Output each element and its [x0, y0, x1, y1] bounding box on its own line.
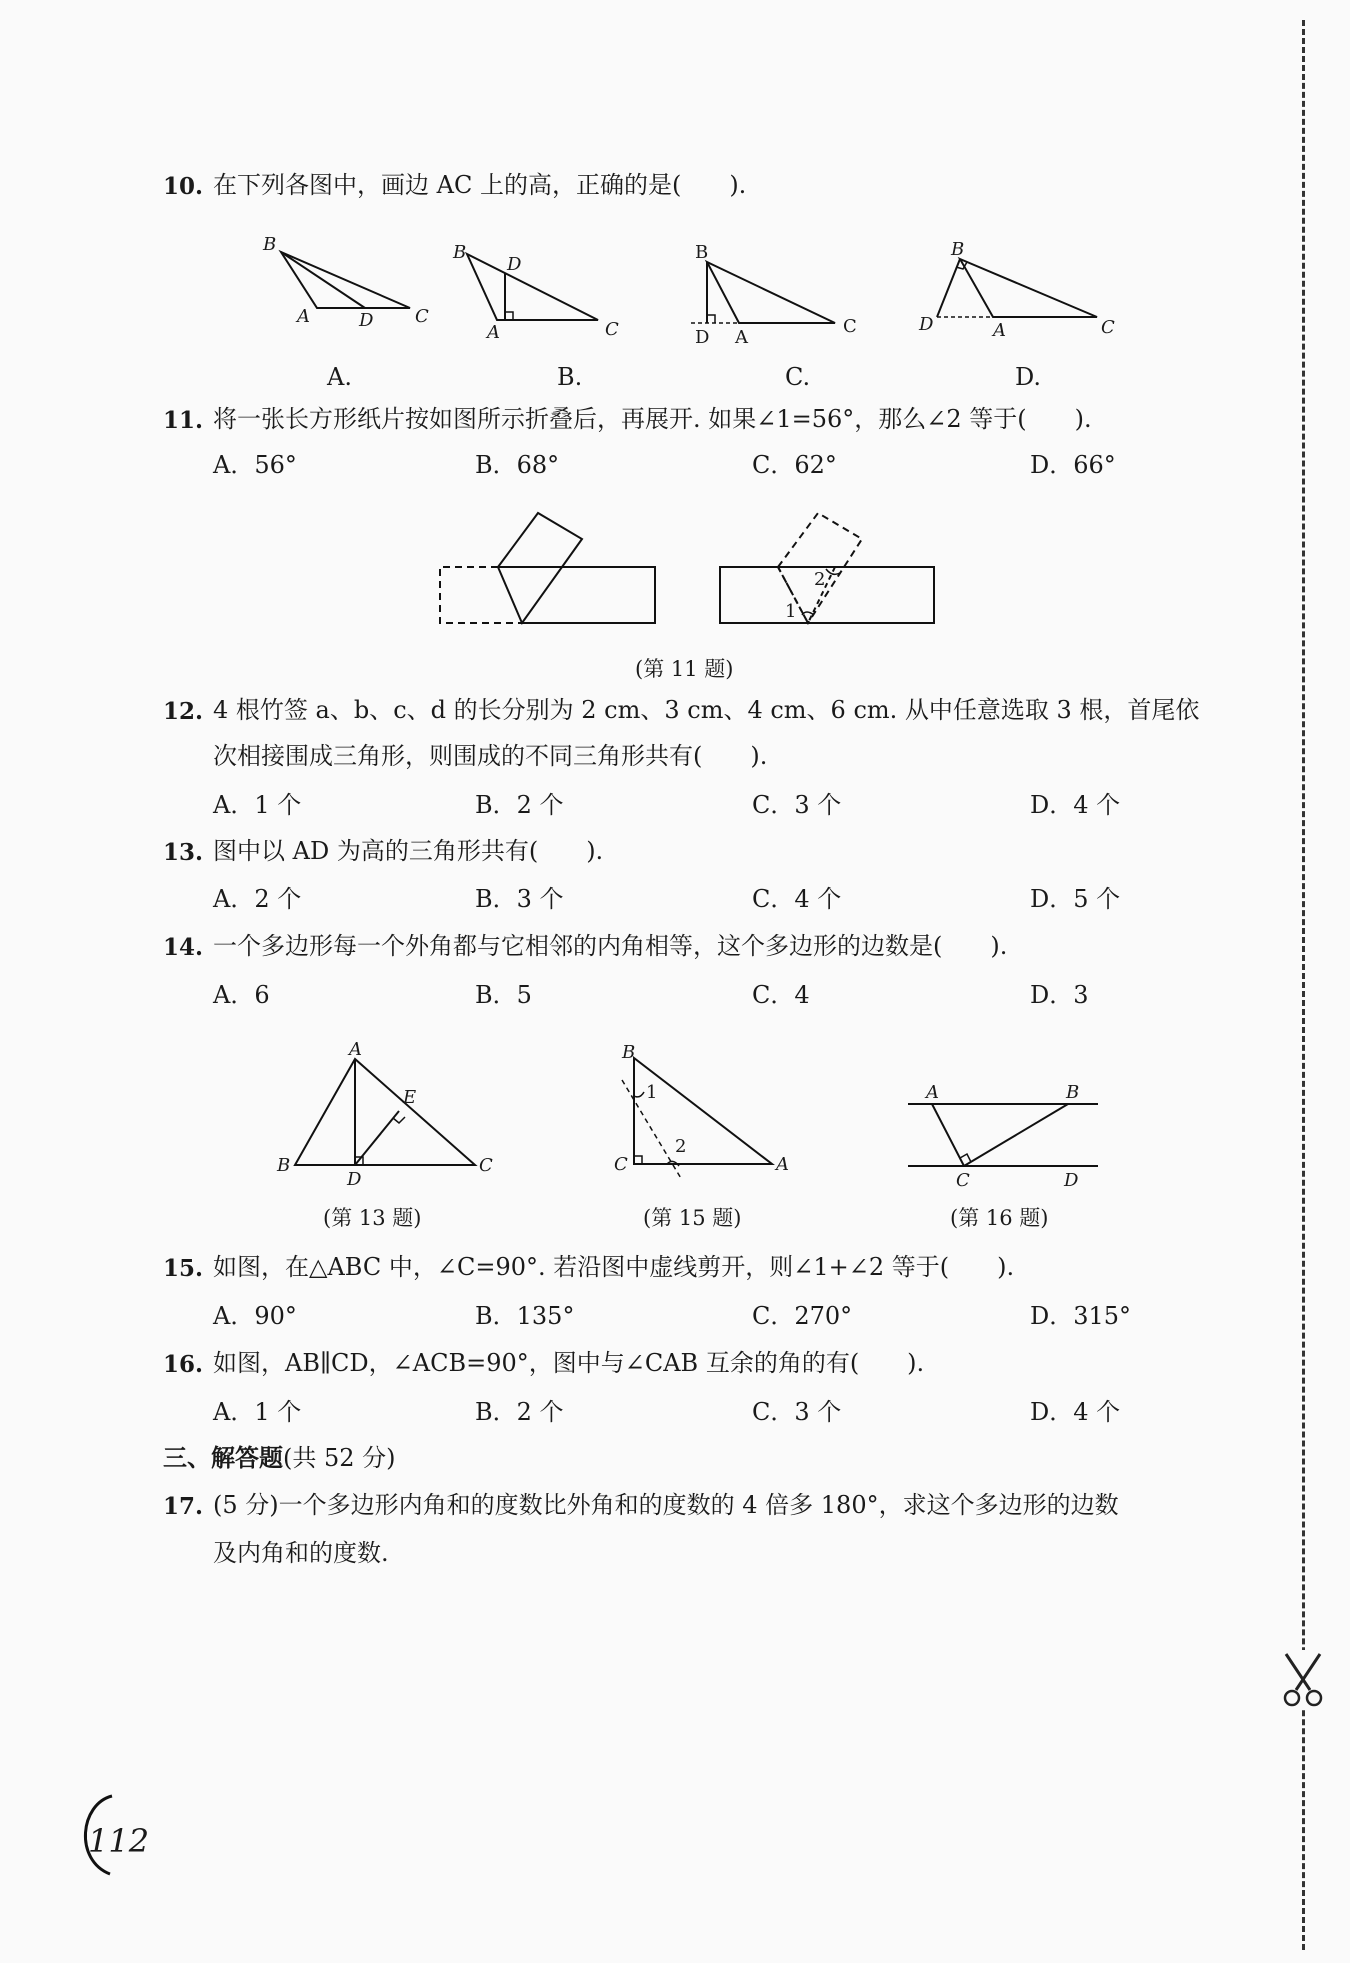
vertex-label: B	[453, 242, 467, 263]
option-b: B．68°	[475, 451, 560, 479]
option-b: B．2 个	[475, 1398, 564, 1426]
q10-figure-d	[915, 235, 1125, 345]
vertex-label: E	[403, 1087, 417, 1108]
vertex-label: B	[1066, 1082, 1080, 1103]
vertex-label: B	[263, 234, 277, 255]
vertex-label: D	[1064, 1170, 1079, 1191]
question-number: 17.	[163, 1493, 204, 1520]
question-stem: 在下列各图中，画边 AC 上的高，正确的是( ).	[213, 171, 747, 199]
option-d: D．66°	[1030, 451, 1116, 479]
section-title: 三、解答题	[163, 1443, 283, 1472]
q10-figure-b	[445, 240, 635, 343]
figure-caption: (第 13 题)	[323, 1206, 422, 1230]
question-number: 10.	[163, 173, 204, 200]
section-note: (共 52 分)	[283, 1444, 396, 1472]
option-d: D．315°	[1030, 1302, 1132, 1330]
vertex-label: A	[297, 306, 310, 327]
vertex-label: B	[695, 242, 709, 263]
question-stem: 如图，在△ABC 中，∠C=90°. 若沿图中虚线剪开，则∠1+∠2 等于( ).	[213, 1253, 1015, 1281]
figure-16	[900, 1080, 1110, 1190]
angle-label: 2	[814, 569, 826, 590]
vertex-label: C	[415, 306, 429, 327]
option-b: B．3 个	[475, 885, 564, 913]
vertex-label: A	[349, 1039, 362, 1060]
option-label: D.	[1015, 363, 1042, 391]
question-stem-line2: 次相接围成三角形，则围成的不同三角形共有( ).	[213, 742, 768, 770]
section-heading	[163, 1443, 396, 1473]
option-c: C．4	[752, 981, 810, 1009]
question-stem: 图中以 AD 为高的三角形共有( ).	[213, 837, 604, 865]
vertex-label: A	[487, 322, 500, 343]
vertex-label: A	[776, 1154, 789, 1175]
option-c: C．62°	[752, 451, 837, 479]
question-stem: 一个多边形每一个外角都与它相邻的内角相等，这个多边形的边数是( ).	[213, 932, 1008, 960]
vertex-label: B	[951, 239, 965, 260]
option-d: D．3	[1030, 981, 1089, 1009]
q10-figure-c	[685, 240, 865, 348]
question-stem-line2: 及内角和的度数.	[213, 1539, 389, 1567]
option-label: C.	[785, 363, 811, 391]
question-stem: 如图，AB∥CD，∠ACB=90°，图中与∠CAB 互余的角的有( ).	[213, 1349, 925, 1377]
vertex-label: C	[956, 1170, 970, 1191]
figure-caption: (第 15 题)	[643, 1206, 742, 1230]
option-a: A．2 个	[213, 885, 302, 913]
question-stem: 将一张长方形纸片按如图所示折叠后，再展开. 如果∠1=56°，那么∠2 等于( ).	[213, 405, 1092, 433]
vertex-label: A	[993, 320, 1006, 341]
option-d: D．5 个	[1030, 885, 1121, 913]
option-label: B.	[557, 363, 583, 391]
option-c: C．270°	[752, 1302, 853, 1330]
page-number: 112	[88, 1822, 150, 1860]
figure-caption: (第 11 题)	[635, 657, 734, 681]
vertex-label: C	[843, 316, 857, 337]
option-a: A．1 个	[213, 791, 302, 819]
vertex-label: D	[695, 327, 710, 348]
figure-13	[275, 1039, 505, 1190]
vertex-label: C	[1101, 317, 1115, 338]
vertex-label: A	[735, 327, 748, 348]
vertex-label: D	[507, 254, 522, 275]
figure-15	[612, 1040, 812, 1190]
option-a: A．90°	[213, 1302, 297, 1330]
question-stem-line1: 4 根竹签 a、b、c、d 的长分别为 2 cm、3 cm、4 cm、6 cm. 从中任意选取 3 根，首尾依	[213, 696, 1200, 724]
question-number: 12.	[163, 698, 204, 725]
vertex-label: C	[479, 1155, 493, 1176]
vertex-label: B	[277, 1155, 291, 1176]
option-d: D．4 个	[1030, 791, 1121, 819]
option-b: B．2 个	[475, 791, 564, 819]
option-c: C．4 个	[752, 885, 842, 913]
option-b: B．5	[475, 981, 532, 1009]
option-d: D．4 个	[1030, 1398, 1121, 1426]
question-number: 15.	[163, 1255, 204, 1282]
vertex-label: D	[359, 310, 374, 331]
vertex-label: A	[926, 1082, 939, 1103]
option-label: A.	[327, 363, 352, 391]
option-a: A．6	[213, 981, 270, 1009]
scissors-icon	[1278, 1650, 1328, 1710]
question-number: 16.	[163, 1351, 204, 1378]
vertex-label: B	[622, 1042, 636, 1063]
question-number: 11.	[163, 407, 204, 434]
vertex-label: D	[919, 314, 934, 335]
angle-label: 2	[675, 1136, 687, 1157]
figure-caption: (第 16 题)	[950, 1206, 1049, 1230]
vertex-label: C	[614, 1154, 628, 1175]
q11-figure	[430, 505, 940, 635]
option-a: A．1 个	[213, 1398, 302, 1426]
vertex-label: C	[605, 319, 619, 340]
option-b: B．135°	[475, 1302, 575, 1330]
option-a: A．56°	[213, 451, 297, 479]
option-c: C．3 个	[752, 791, 842, 819]
angle-label: 1	[785, 601, 797, 622]
question-stem-line1: (5 分)一个多边形内角和的度数比外角和的度数的 4 倍多 180°，求这个多边形的边数	[213, 1491, 1119, 1519]
question-number: 14.	[163, 934, 204, 961]
option-c: C．3 个	[752, 1398, 842, 1426]
vertex-label: D	[347, 1169, 362, 1190]
question-number: 13.	[163, 839, 204, 866]
angle-label: 1	[646, 1082, 658, 1103]
q10-figure-a	[255, 230, 455, 340]
